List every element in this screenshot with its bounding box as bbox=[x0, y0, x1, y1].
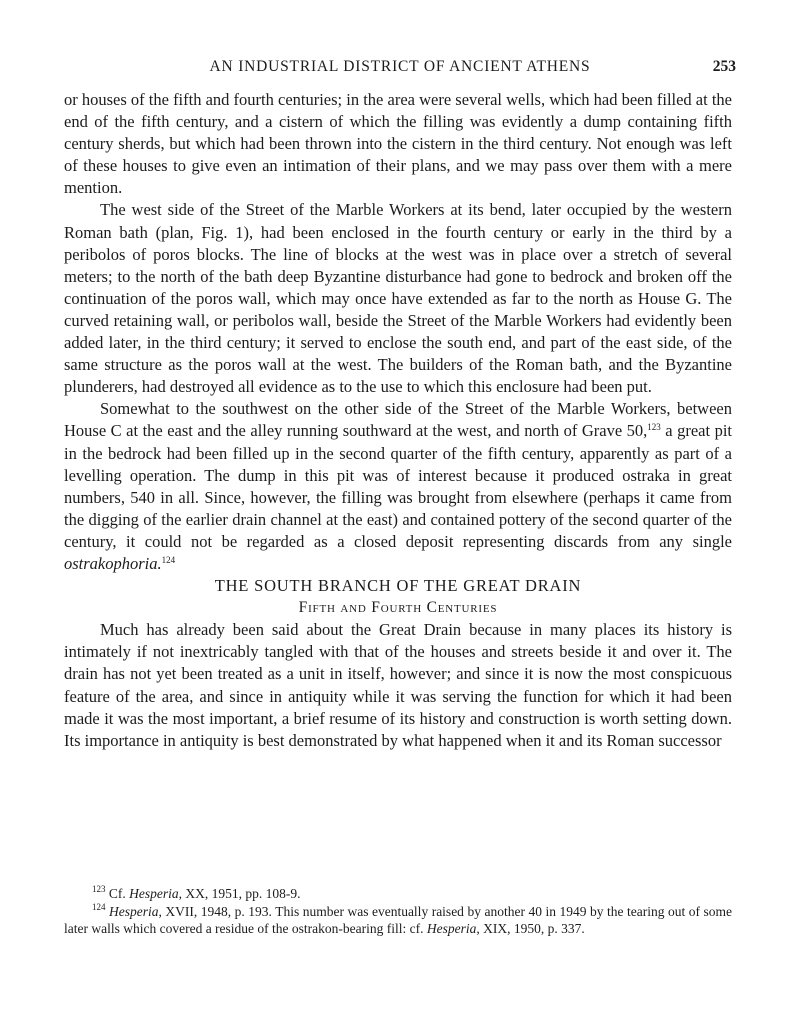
footnote-number-123: 123 bbox=[92, 884, 106, 894]
running-title: AN INDUSTRIAL DISTRICT OF ANCIENT ATHENS bbox=[209, 58, 591, 75]
section-subheading: Fifth and Fourth Centuries bbox=[298, 599, 498, 617]
footnote-123-pre: Cf. bbox=[105, 886, 130, 901]
footnote-123 bbox=[64, 885, 732, 903]
footnote-123-journal: Hesperia bbox=[129, 886, 179, 901]
footnote-124-journal-2: Hesperia bbox=[426, 921, 477, 937]
footnote-124-end: , XIX, 1950, p. 337. bbox=[476, 921, 585, 937]
paragraph-peribolos: The west side of the Street of the Marble Workers at its bend, later occupied by the western Roman bath (plan, Fig. 1), had been enclosed in the fourth century or early in the third by a peribolos of poros blocks. The line of blocks at the west was in place over a stretch of several meters; to the north of the bath deep Byzantine disturbance had gone to bedrock and broken off the continuation of the poros wall, which may once have extended as far to the north as House G. The curved retaining wall, or peribolos wall, beside the Street of the Marble Workers had evidently been added later, in the third century; it served to enclose the south end, and part of the east side, of the same structure as the poros wall at the west. The builders of the Roman bath, and the Byzantine plunderers, had destroyed all evidence as to the use to which this enclosure had been put. bbox=[64, 200, 732, 397]
paragraph-ostraka-text-1: Somewhat to the southwest on the other side of the Street of the Marble Workers, between House C at the east and the alley running southward at the west, and north of Grave 50, bbox=[64, 399, 732, 441]
section-heading: THE SOUTH BRANCH OF THE GREAT DRAIN bbox=[214, 576, 582, 596]
footnotes bbox=[64, 885, 732, 938]
paragraph-continuation: or houses of the fifth and fourth centuries; in the area were several wells, which had been filled at the end of the fifth century, and a cistern of which the filling was evidently a dump containing fifth century sherds, but which had been thrown into the cistern in the third century. Not enough was left of these houses to give even an intimation of their plans, and we may pass over them with a mere mention. bbox=[64, 90, 733, 198]
footnote-124-journal: Hesperia bbox=[109, 903, 159, 919]
paragraph-ostraka-text-2: a great pit in the bedrock had been filled up in the second quarter of the fifth century, apparently as part of a levelling operation. The dump in this pit was of interest because it produced ostraka in great numbers, 540 in all. Since, however, the filling was brought from elsewhere (perhaps it came from the digging of the earlier drain channel at the east) and contained pottery of the second quarter of the century, it could not be regarded as a closed deposit representing discards from any single bbox=[64, 421, 733, 551]
footnote-ref-123: 123 bbox=[647, 422, 661, 433]
footnote-124-text: , XVII, 1948, p. 193. This number was eventually raised by another 40 in 1949 by the tearing out of some later walls which covered a residue of the ostrakon-bearing fill: cf. bbox=[64, 903, 733, 937]
footnote-124 bbox=[64, 903, 732, 938]
paragraph-ostraka-pit bbox=[64, 398, 732, 575]
paragraph-great-drain: Much has already been said about the Great Drain because in many places its history is intimately if not inextricably tangled with that of the houses and streets beside it and over it. The drain has not yet been treated as a unit in itself, however; and since it is now the most conspicuous feature of the area, and since in antiquity while it was serving the function for which it had been made it was the most important, a brief resume of its history and construction is worth setting down. Its importance in antiquity is best demonstrated by what happened when it and its Roman successor bbox=[64, 620, 732, 750]
footnote-123-post: , XX, 1951, pp. 108-9. bbox=[178, 886, 301, 901]
footnote-number-124: 124 bbox=[92, 901, 106, 912]
page-number: 253 bbox=[712, 58, 736, 75]
ostrakophoria-term: ostrakophoria. bbox=[64, 553, 162, 573]
running-head bbox=[64, 56, 736, 80]
footnote-ref-124: 124 bbox=[161, 554, 176, 565]
body-text bbox=[64, 89, 732, 752]
